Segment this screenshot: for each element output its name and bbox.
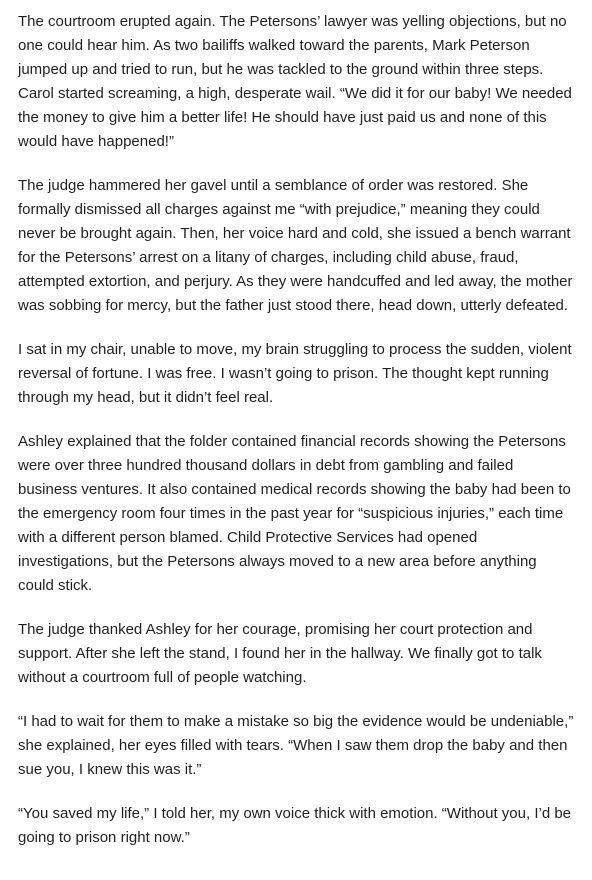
paragraph-narrator-quote: “You saved my life,” I told her, my own voice thick with emotion. “Without you, I’d be going to prison right now.” bbox=[18, 805, 572, 846]
paragraph-narrator-reaction: I sat in my chair, unable to move, my brain struggling to process the sudden, violent reversal of fortune. I was free. I wasn’t going to prison. The thought kept running through my head, but it didn’t feel real. bbox=[18, 341, 572, 406]
paragraph-ashley-quote: “I had to wait for them to make a mistake so big the evidence would be undeniable,” she explained, her eyes filled with tears. “When I saw them drop the baby and then sue you, I knew this was it.” bbox=[18, 713, 574, 778]
paragraph-hallway-meeting: The judge thanked Ashley for her courage, promising her court protection and support. After she left the stand, I found her in the hallway. We finally got to talk without a courtroom full of people watching. bbox=[18, 621, 542, 686]
paragraph-ashley-evidence: Ashley explained that the folder contained financial records showing the Petersons were over three hundred thousand dollars in debt from gambling and failed business ventures. It also contained medical records showing the baby had been to the emergency room four times in the past year for “suspicious injuries,” each time with a different person blamed. Child Protective Services had opened investigations, but the Petersons always moved to a new area before anything could stick. bbox=[18, 433, 571, 594]
paragraph-judge-ruling: The judge hammered her gavel until a semblance of order was restored. She formally dismissed all charges against me “with prejudice,” meaning they could never be brought again. Then, her voice hard and cold, she issued a bench warrant for the Petersons’ arrest on a litany of charges, including child abuse, fraud, attempted extortion, and perjury. As they were handcuffed and led away, the mother was sobbing for mercy, but the father just stood there, head down, utterly defeated. bbox=[18, 177, 573, 314]
paragraph-courtroom-erupts: The courtroom erupted again. The Petersons’ lawyer was yelling objections, but no one could hear him. As two bailiffs walked toward the parents, Mark Peterson jumped up and tried to run, but he was tackled to the ground within three steps. Carol started screaming, a high, desperate wail. “We did it for our baby! We needed the money to give him a better life! He should have just paid us and none of this would have happened!” bbox=[18, 13, 572, 150]
